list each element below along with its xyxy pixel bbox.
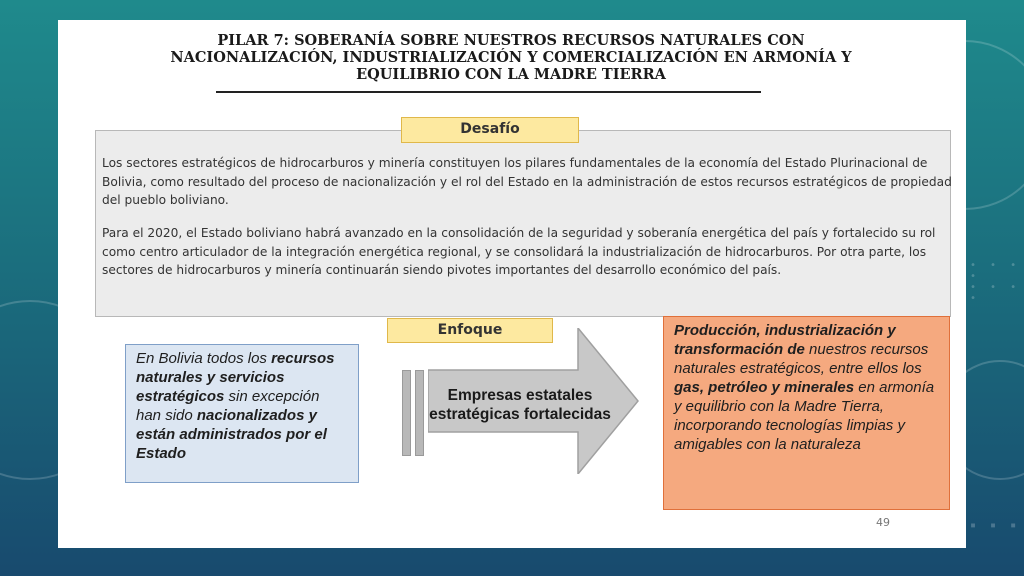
box-text-bold: gas, petróleo y minerales — [674, 379, 855, 396]
slide — [58, 20, 966, 548]
box-text: nuestros recursos naturales estratégicos, entre ellos los — [674, 341, 929, 377]
title-line: EQUILIBRIO CON LA MADRE TIERRA — [356, 66, 666, 83]
background-pattern: ▪ ▪ ▪ — [970, 520, 1021, 531]
desafio-label: Desafío — [401, 117, 579, 143]
box-text: En Bolivia todos los — [136, 350, 272, 367]
arrow-tail-bar — [402, 370, 411, 456]
slide-title — [88, 32, 934, 83]
desafio-paragraph-1: Los sectores estratégicos de hidrocarburos y minería constituyen los pilares fundamentales de la economía del Estado Plurinacional de Bolivia, como resultado del proceso de nacionalización y el rol del Estado en la administración de estos recursos estratégicos de propiedad del pueblo boliviano. — [102, 156, 952, 207]
enfoque-label: Enfoque — [387, 318, 553, 343]
box-text-bold: nacionalizados y están administrados por el Estado — [136, 407, 327, 462]
background-pattern: • • • • • • • • — [970, 260, 1021, 304]
title-line: NACIONALIZACIÓN, INDUSTRIALIZACIÓN Y COMERCIALIZACIÓN EN ARMONÍA Y — [170, 49, 852, 66]
title-line: PILAR 7: SOBERANÍA SOBRE NUESTROS RECURSOS NATURALES CON — [217, 32, 805, 49]
box-text-bold: Producción, industrialización y transformación de — [674, 322, 896, 358]
nationalization-box — [125, 344, 359, 483]
box-text: en armonía y equilibrio con la Madre Tierra, incorporando tecnologías limpias y amigables con la naturaleza — [674, 379, 935, 453]
production-box — [663, 316, 950, 510]
desafio-paragraph-2: Para el 2020, el Estado boliviano habrá avanzado en la consolidación de la seguridad y soberanía energética del país y fortalecido su rol como centro articulador de la integración energética regional, y se consolidará la industrialización de hidrocarburos. Por otra parte, los sectores de hidrocarburos y minería continuarán siendo pivotes importantes del desarrollo económico del país. — [102, 226, 936, 277]
page-number: 49 — [876, 516, 890, 529]
arrow-text: Empresas estatales estratégicas fortalecidas — [429, 387, 611, 423]
title-underline — [216, 91, 761, 93]
box-text: sin excepción han sido — [136, 388, 320, 424]
box-text-bold: recursos naturales y servicios estratégicos — [136, 350, 335, 405]
